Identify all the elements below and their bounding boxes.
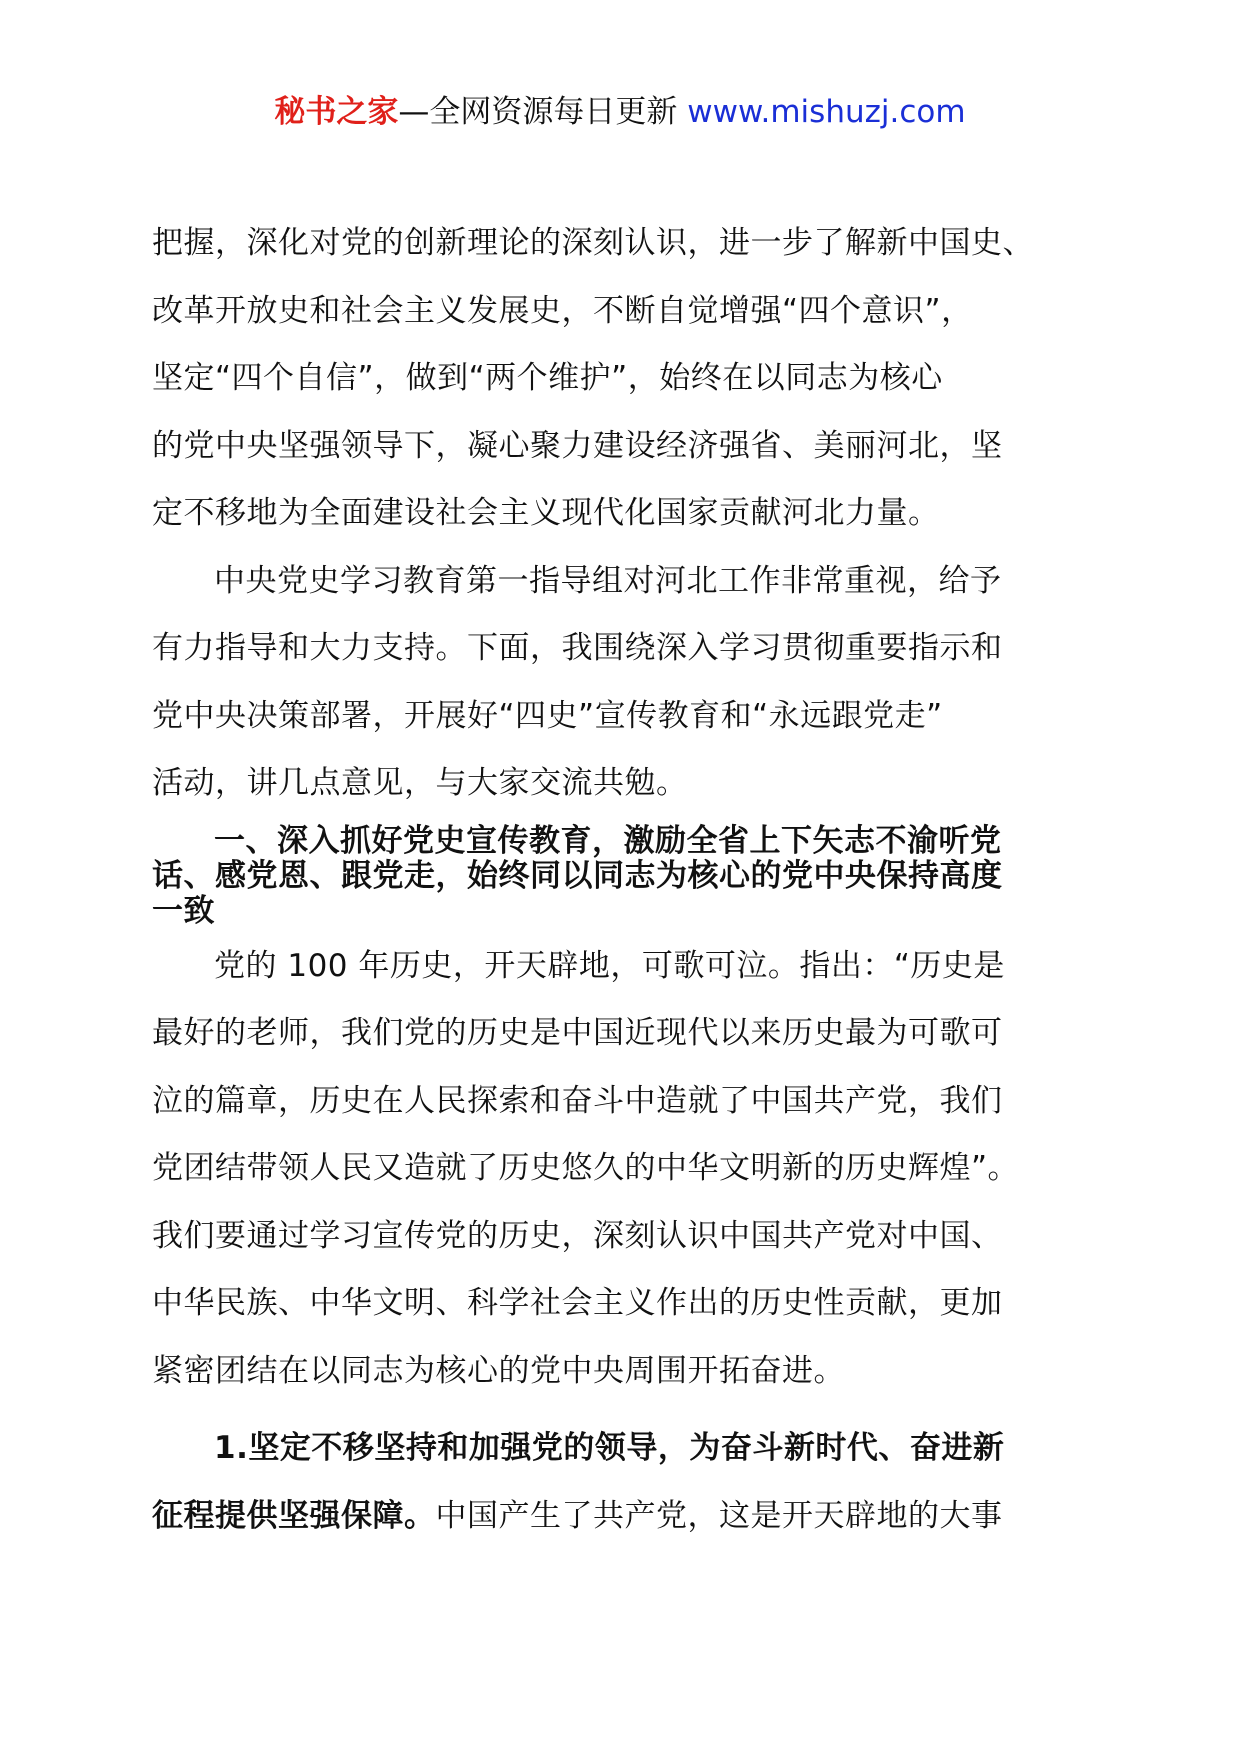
heading-line: 一致 <box>152 892 215 929</box>
site-brand: 秘书之家 <box>274 94 399 130</box>
paragraph-line: 把握，深化对党的创新理论的深刻认识，进一步了解新中国史、 <box>152 225 1034 261</box>
paragraph-line: 坚定“四个自信”，做到“两个维护”，始终在以同志为核心 <box>152 360 943 396</box>
subsection-heading-line: 1.坚定不移坚持和加强党的领导，为奋斗新时代、奋进新 <box>214 1430 1005 1466</box>
paragraph-4 <box>152 1415 1092 1550</box>
paragraph-line: 的党中央坚强领导下，凝心聚力建设经济强省、美丽河北，坚 <box>152 427 1003 464</box>
paragraph-line: 我们要通过学习宣传党的历史，深刻认识中国共产党对中国、 <box>152 1217 1003 1254</box>
paragraph-line: 紧密团结在以同志为核心的党中央周围开拓奋进。 <box>152 1352 845 1389</box>
site-tagline: —全网资源每日更新 <box>398 94 678 130</box>
paragraph-line: 最好的老师，我们党的历史是中国近现代以来历史最为可歌可 <box>152 1015 1003 1051</box>
heading-line: 一、深入抓好党史宣传教育，激励全省上下矢志不渝听党 <box>214 822 1002 859</box>
subsection-heading-tail: 征程提供坚强保障。 <box>152 1497 436 1534</box>
section-heading <box>152 818 1092 933</box>
paragraph-line: 定不移地为全面建设社会主义现代化国家贡献河北力量。 <box>152 495 940 531</box>
paragraph-line: 党团结带领人民又造就了历史悠久的中华文明新的历史辉煌”。 <box>152 1150 1020 1186</box>
document-body <box>152 210 1092 1550</box>
paragraph-1 <box>152 210 1092 548</box>
site-header <box>0 92 1240 132</box>
paragraph-line: 活动，讲几点意见，与大家交流共勉。 <box>152 765 688 801</box>
heading-line: 话、感党恩、跟党走，始终同以同志为核心的党中央保持高度 <box>152 857 1003 894</box>
paragraph-3 <box>152 933 1092 1406</box>
paragraph-line: 中华民族、中华文明、科学社会主义作出的历史性贡献，更加 <box>152 1285 1003 1321</box>
site-url-link[interactable]: www.mishuzj.com <box>687 94 966 130</box>
paragraph-2 <box>152 548 1092 818</box>
paragraph-line: 中央党史学习教育第一指导组对河北工作非常重视，给予 <box>214 562 1002 599</box>
paragraph-line: 党的 100 年历史，开天辟地，可歌可泣。指出：“历史是 <box>214 947 1005 984</box>
paragraph-text: 中国产生了共产党，这是开天辟地的大事 <box>435 1497 1003 1534</box>
paragraph-line: 党中央决策部署，开展好“四史”宣传教育和“永远跟党走” <box>152 697 943 734</box>
paragraph-line: 改革开放史和社会主义发展史，不断自觉增强“四个意识”， <box>152 292 973 329</box>
paragraph-line: 有力指导和大力支持。下面，我围绕深入学习贯彻重要指示和 <box>152 630 1003 666</box>
paragraph-line: 泣的篇章，历史在人民探索和奋斗中造就了中国共产党，我们 <box>152 1082 1003 1119</box>
